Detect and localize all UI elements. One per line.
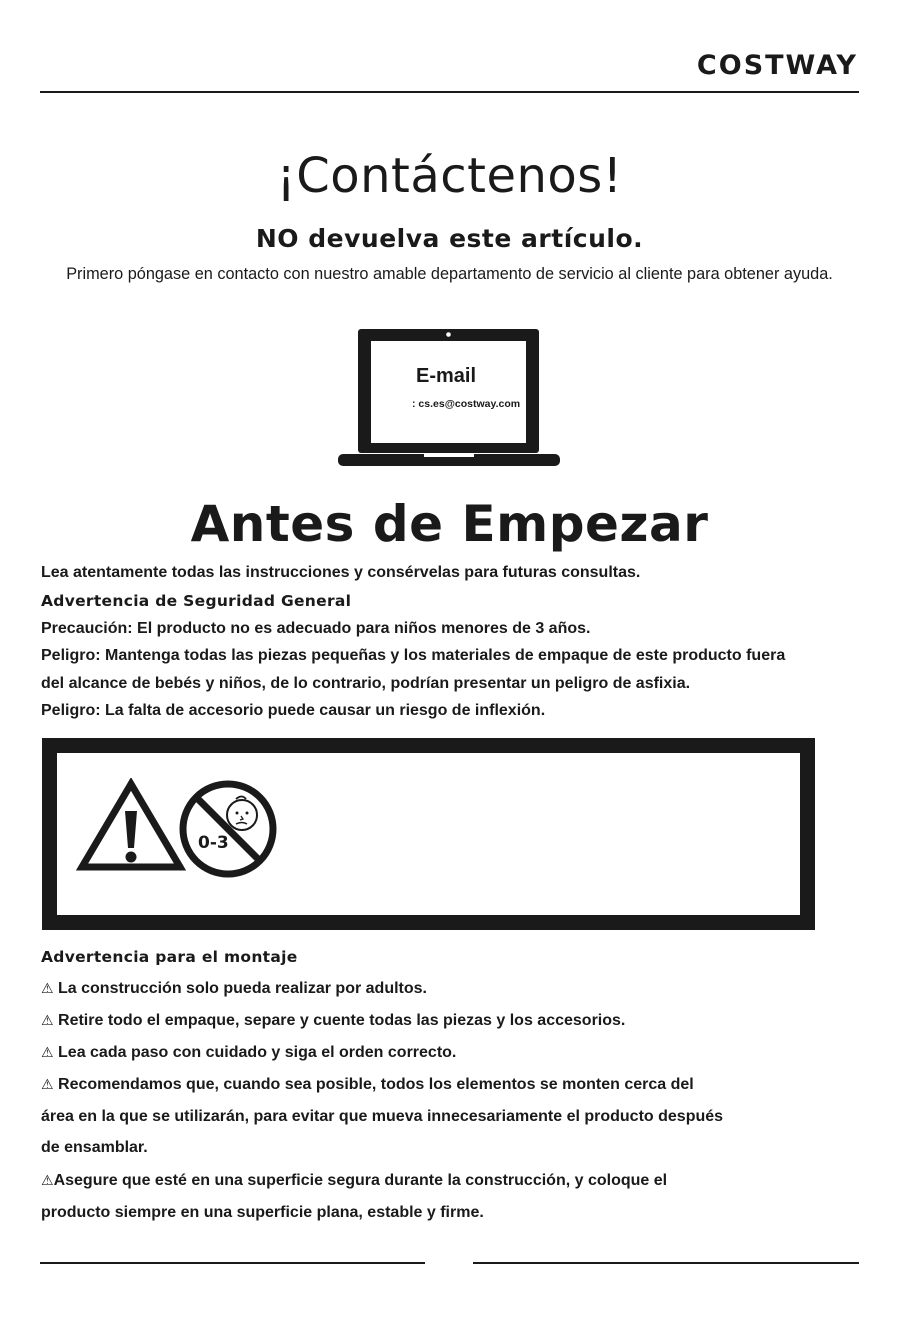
- age-label: 0-3: [198, 833, 229, 853]
- warning-icon: ⚠: [41, 1077, 54, 1093]
- assembly-item-1: [41, 980, 427, 998]
- contact-subtitle: NO devuelva este artículo.: [255, 224, 644, 253]
- danger-text-2: Peligro: La falta de accesorio puede causar un riesgo de inflexión.: [41, 702, 546, 719]
- footer-divider-left: [40, 1262, 425, 1264]
- email-address[interactable]: : cs.es@costway.com: [412, 398, 521, 410]
- caution-text: Precaución: El producto no es adecuado para niños menores de 3 años.: [41, 620, 591, 637]
- footer-divider-right: [473, 1262, 859, 1264]
- before-title: Antes de Empezar: [190, 495, 709, 553]
- assembly-item-1-text: La construcción solo pueda realizar por adultos.: [58, 980, 427, 997]
- brand-logo: COSTWAY: [696, 50, 858, 81]
- assembly-item-5: [41, 1172, 667, 1190]
- assembly-item-2: [41, 1012, 625, 1030]
- no-under-3-icon: [178, 779, 278, 879]
- warning-icon: ⚠: [41, 981, 54, 997]
- assembly-item-3-text: Lea cada paso con cuidado y siga el orden correcto.: [58, 1044, 457, 1061]
- assembly-item-4-cont: área en la que se utilizarán, para evitar que mueva innecesariamente el producto después: [41, 1108, 724, 1125]
- assembly-item-2-text: Retire todo el empaque, separe y cuente todas las piezas y los accesorios.: [58, 1012, 626, 1029]
- contact-title: ¡Contáctenos!: [276, 148, 623, 204]
- assembly-item-5-text: Asegure que esté en una superficie segura durante la construcción, y coloque el: [53, 1172, 668, 1189]
- danger-text-1a: Peligro: Mantenga todas las piezas pequeñas y los materiales de empaque de este producto fuera: [41, 647, 786, 664]
- read-instructions: Lea atentamente todas las instrucciones y consérvelas para futuras consultas.: [41, 564, 641, 581]
- assembly-heading: Advertencia para el montaje: [41, 948, 298, 966]
- assembly-item-3: [41, 1044, 456, 1062]
- assembly-item-4-text: Recomendamos que, cuando sea posible, todos los elementos se monten cerca del: [58, 1076, 694, 1093]
- warning-icon: ⚠: [41, 1045, 54, 1061]
- assembly-item-4-end: de ensamblar.: [41, 1139, 148, 1156]
- assembly-item-4: [41, 1076, 694, 1094]
- warning-icon: ⚠: [41, 1013, 54, 1029]
- assembly-item-5-cont: producto siempre en una superficie plana, estable y firme.: [41, 1204, 484, 1221]
- general-warning-heading: Advertencia de Seguridad General: [41, 592, 352, 610]
- email-label: E-mail: [416, 365, 477, 387]
- laptop-icon: [336, 326, 562, 468]
- contact-intro: Primero póngase en contacto con nuestro amable departamento de servicio al cliente para obtener ayuda.: [66, 265, 833, 283]
- danger-text-1b: del alcance de bebés y niños, de lo contrario, podrían presentar un peligro de asfixia.: [41, 675, 691, 692]
- header-divider: [40, 91, 859, 93]
- warning-icon: ⚠: [41, 1173, 54, 1189]
- warning-triangle-icon: [76, 778, 186, 872]
